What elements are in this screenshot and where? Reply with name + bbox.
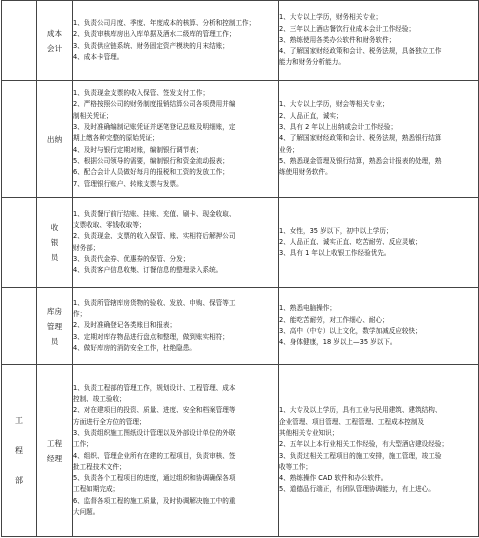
requirement-line: 3、负责过相关工程项目的施工安排，施工管理，竣工验 [279, 451, 442, 460]
requirement-line: 1、大专以上学历，财会等相关专业； [279, 100, 389, 109]
requirement-line: 能力和财务分析能力。 [279, 58, 345, 67]
duty-line: 控制、竣工验收； [73, 395, 126, 404]
job-description-table [1, 0, 479, 537]
requirements-cell [279, 288, 479, 365]
position-cell [37, 365, 73, 537]
duty-line: 方面进行全方位的管理； [73, 417, 146, 426]
table-row [2, 81, 479, 198]
duty-line: 7、管理银行账户、转账支票与发票。 [73, 179, 183, 188]
requirement-line: 2、三年以上酒店餐饮行业成本会计工作经验； [279, 24, 416, 33]
duty-line: 6、配合会计人员做好每月的报税和工资的发放工作； [73, 168, 229, 177]
duty-line: 5、负责各个工程项目的进度，通过组织和协调确保各项 [73, 474, 236, 483]
duty-line: 4、组织、管理企业所有在建的工程项目，负责审核、签 [73, 451, 236, 460]
duty-line: 1、负责所管辖库房货物的验收、发放、申购、保管等工 [73, 298, 236, 307]
position-cell [37, 288, 73, 365]
duty-line: 支票收取、零钱收取等； [73, 220, 146, 229]
position-label: 工程经理 [46, 438, 63, 463]
duties-cell [73, 288, 279, 365]
duty-line: 2、负责现金、支票的收入保管、账、实相符后解押公司 [73, 232, 236, 241]
duty-line: 工程如期完成； [73, 485, 120, 494]
department-cell [2, 198, 37, 288]
duty-line: 2、严格按照公司的财务制度报销结算公司各项费用并编 [73, 100, 236, 109]
duty-line: 4、做好库房的消防安全工作，杜绝隐患。 [73, 343, 196, 352]
duty-line: 2、对在建项目的投资、质量、进度、安全和档案管理等 [73, 406, 236, 415]
table-row [2, 365, 479, 537]
requirement-line: 5、道德品行端正，有团队管理协调能力，有上进心。 [279, 485, 435, 494]
requirement-line: 1、女性，35 岁以下，初中以上学历； [279, 226, 393, 235]
duty-line: 3、及时准确编制记账凭证并逐笔登记总账及明细账，定 [73, 123, 236, 132]
duty-line: 3、负责供应链系统、财务固定资产模块的月末结账； [73, 41, 229, 50]
duty-line: 3、定期对库存物品进行盘点和整理，做到账实相符； [73, 332, 229, 341]
duty-line: 1、负责现金支票的收入保管、签发支付工作； [73, 89, 210, 98]
duty-line: 6、监督各项工程的施工质量，及时协调解决施工中的重 [73, 496, 236, 505]
requirement-line: 收等工作； [279, 462, 312, 471]
duty-line: 2、及时准确登记各类账目和报表； [73, 321, 177, 330]
requirement-line: 4、了解国家财经政策和会计、税务法规，熟悉银行结算 [279, 134, 442, 143]
requirement-line: 练使用财务软件。 [279, 168, 332, 177]
department-cell [2, 81, 37, 198]
requirement-line: 5、熟悉现金管理及银行结算，熟悉会计报表的处理，熟 [279, 156, 442, 165]
duty-line: 批工程技术文件； [73, 462, 126, 471]
requirement-line: 其他相关专业知识； [279, 428, 339, 437]
department-cell [2, 365, 37, 537]
position-label: 出纳 [46, 134, 63, 144]
department-label: 工程部 [15, 415, 23, 485]
requirement-line: 4、熟练操作 CAD 软件和办公软件。 [279, 474, 388, 483]
requirements-cell [279, 1, 479, 81]
requirement-line: 3、具有 1 年以上收银工作经验优先。 [279, 249, 391, 258]
requirement-line: 4、身体健康，18 岁以上—35 岁以下。 [279, 338, 397, 347]
requirement-line: 企业管理、项目管理、工程管理、工程成本控制及 [279, 417, 425, 426]
duty-line: 3、负责组织施工图纸设计管理以及外部设计单位的外联 [73, 428, 236, 437]
department-cell [2, 1, 37, 81]
department-cell [2, 288, 37, 365]
requirements-cell [279, 81, 479, 198]
requirement-line: 3、熟练使用各类办公软件和财务软件； [279, 35, 396, 44]
position-label: 成本会计 [46, 28, 63, 53]
duty-line: 4、负责客户信息收集、订餐信息的整理录入系统。 [73, 266, 223, 275]
duty-line: 5、根据公司领导的需要，编制银行和资金流动报表； [73, 156, 229, 165]
duty-line: 4、成本卡管理。 [73, 52, 124, 61]
table-row [2, 288, 479, 365]
duty-line: 2、负责审核库房出入库单据及酒水二级库的管理工作； [73, 30, 236, 39]
requirement-line: 4、了解国家财经政策和会计、税务法规，具备独立工作 [279, 47, 442, 56]
position-cell [37, 81, 73, 198]
duty-line: 大问题。 [73, 507, 100, 516]
duties-cell [73, 198, 279, 288]
duty-line: 工作； [73, 440, 93, 449]
duty-line: 财务部； [73, 243, 100, 252]
duty-line: 3、负责代金券、优惠券的保管、分发； [73, 254, 190, 263]
duty-line: 1、负责工程部的管理工作，规划设计、工程管理、成本 [73, 383, 236, 392]
requirement-line: 2、能吃苦耐劳，对工作细心、耐心； [279, 315, 389, 324]
duties-cell [73, 365, 279, 537]
table-row [2, 198, 479, 288]
position-cell [37, 198, 73, 288]
duty-line: 1、负责餐厅前厅结账、挂账、充值、刷卡、现金收取、 [73, 209, 236, 218]
duty-line: 作； [73, 310, 87, 319]
duty-line: 1、负责公司月度、季度、年度成本的核算、分析和控制工作； [73, 18, 256, 27]
position-label: 库房管理员 [46, 306, 63, 346]
table-row [2, 1, 479, 81]
requirement-line: 2、人品正直、诚实正直、吃苦耐劳、反应灵敏； [279, 237, 422, 246]
requirement-line: 3、具有 2 年以上出纳或会计工作经验； [279, 123, 398, 132]
duties-cell [73, 81, 279, 198]
requirement-line: 2、五年以上本行业相关工作经验，有大型酒店建设经验； [279, 440, 449, 449]
requirement-line: 1、熟悉电脑操作； [279, 304, 336, 313]
requirements-cell [279, 198, 479, 288]
duties-cell [73, 1, 279, 81]
requirements-cell [279, 365, 479, 537]
duty-line: 4、及时与银行定期对账，编制银行调节表； [73, 145, 203, 154]
duty-line: 期上缴各种完整的原始凭证； [73, 134, 159, 143]
requirement-line: 3、高中（中专）以上文化，数学加减反应较快； [279, 327, 422, 335]
position-label: 收银员 [50, 223, 59, 262]
duty-line: 制相关凭证； [73, 111, 113, 120]
requirement-line: 业务； [279, 145, 299, 154]
requirement-line: 2、人品正直，诚实； [279, 111, 343, 120]
requirement-line: 1、大专及以上学历，具有工业与民用建筑、建筑结构、 [279, 406, 442, 415]
requirement-line: 1、大专以上学历，财务相关专业； [279, 13, 383, 22]
position-cell [37, 1, 73, 81]
